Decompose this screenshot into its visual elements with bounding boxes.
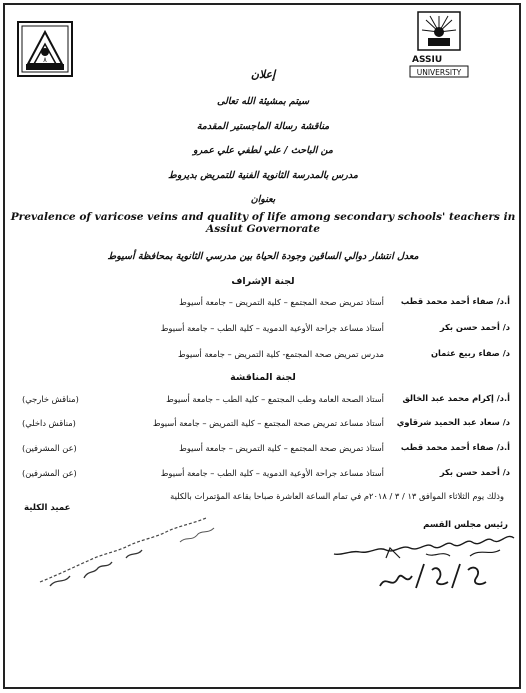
dean-signature [30,512,230,592]
examiner-row [10,442,516,460]
researcher-position-line: مدرس بالمدرسة الثانوية الفنية للتمريض بديروط [168,170,358,181]
title-intro-line: بعنوان [250,194,276,205]
member-title: أستاذ مساعد جراحة الأوعية الدموية – كلية الطب – جامعة أسيوط [160,323,384,333]
member-name: د/ أحمد حسن بكر [439,467,510,477]
examiner-row [10,417,516,435]
member-name: د/ سعاد عبد الحميد شرقاوي [396,417,510,427]
member-role: (عن المشرفين) [22,443,77,453]
member-title: أستاذ مساعد تمريض صحة المجتمع – كلية التمريض – جامعة أسيوط [152,418,384,428]
member-title: مدرس تمريض صحة المجتمع- كلية التمريض – جامعة أسيوط [178,349,384,359]
member-role: (مناقش خارجي) [22,394,79,404]
examiner-row [10,467,516,485]
svg-text:UNIVERSITY: UNIVERSITY [416,68,462,77]
handwritten-date [372,556,492,594]
dean-label: عميد الكلية [24,503,71,513]
member-name: أ.د/ صفاء أحمد محمد قطب [400,296,510,306]
member-name: د/ أحمد حسن بكر [439,322,510,332]
member-title: أستاذ تمريض صحة المجتمع – كلية التمريض – جامعة أسيوط [179,443,384,453]
thesis-title-arabic: معدل انتشار دوالي الساقين وجودة الحياة بين مدرسي الثانوية بمحافظة أسيوط [107,251,419,262]
thesis-discussion-line: مناقشة رسالة الماجستير المقدمة [196,121,330,132]
member-name: أ.د/ صفاء أحمد محمد قطب [400,442,510,452]
member-role: (عن المشرفين) [22,468,77,478]
council-head-label: رئيس مجلس القسم [423,520,508,530]
svg-text:ASSIU: ASSIU [412,55,443,65]
member-role: (مناقش داخلي) [22,418,76,428]
supervisor-row [10,348,516,366]
member-name: أ.د/ إكرام محمد عبد الخالق [402,393,510,403]
schedule-line: وذلك يوم الثلاثاء الموافق ١٣ / ٣ / ٢٠١٨م في تمام الساعة العاشرة صباحا بقاعة المؤتمرات بالكلية [170,491,504,501]
member-title: أستاذ تمريض صحة المجتمع – كلية التمريض – جامعة أسيوط [179,297,384,307]
supervisor-row [10,322,516,340]
intro-line: سيتم بمشيئة الله تعالى [216,96,310,107]
member-title: أستاذ مساعد جراحة الأوعية الدموية – كلية الطب – جامعة أسيوط [160,468,384,478]
member-name: د/ صفاء ربيع عثمان [430,348,510,358]
supervisor-row [10,296,516,314]
researcher-line: من الباحث / علي لطفي علي عمرو [193,145,333,156]
supervision-heading: لجنة الإشراف [231,276,295,287]
discussion-heading: لجنة المناقشة [230,372,296,383]
announcement-heading: إعلان [250,68,276,81]
faculty-logo-text: ٨ [43,56,47,64]
thesis-title-english: Prevalence of varicose veins and quality of life among secondary schools' teachers in Assiut Governorate [10,211,516,235]
examiner-row [10,393,516,411]
member-title: أستاذ الصحة العامة وطب المجتمع – كلية الطب – جامعة أسيوط [166,394,384,404]
